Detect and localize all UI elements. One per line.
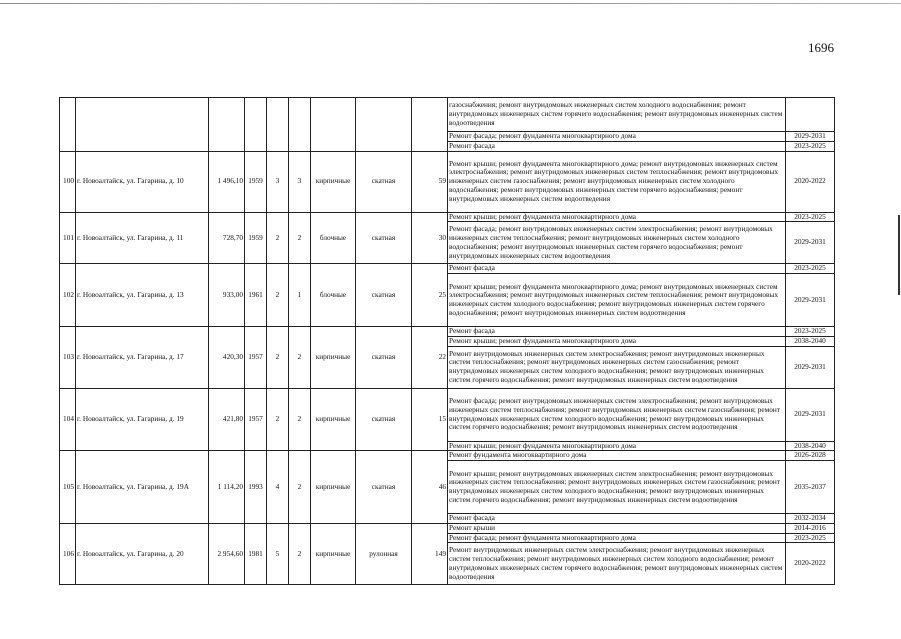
cell-floors: 2 [267,264,289,327]
cell-work: Ремонт крыши [448,523,786,533]
cell-roof: скатная [356,327,412,389]
cell-num: 102 [60,264,76,327]
cell-area: 420,30 [209,327,245,389]
cell-work: Ремонт крыши; ремонт внутридомовых инженерных систем электроснабжения; ремонт внутридомовых инженерных систем теплоснабжения; ремонт внутридомовых инженерных систем газоснабжения; ремонт внутридомовых инженерных систем холодного водоснабжения; ремонт внутридомовых инженерных систем горячего водоснабжения; ремонт внутридомовых инженерных систем водоотведения [448,461,786,514]
cell-walls: блочные [311,212,356,264]
cell-floors: 2 [267,212,289,264]
cell-entrances: 2 [289,523,311,585]
cell-period: 2023-2025 [786,212,835,222]
cell-work: Ремонт крыши; ремонт фундамента многоквартирного дома; ремонт внутридомовых инженерных систем электроснабжения; ремонт внутридомовых инженерных систем теплоснабжения; ремонт внутридомовых инженерных систем газоснабжения; ремонт внутридомовых инженерных систем холодного водоснабжения; ремонт внутридомовых инженерных систем горячего водоснабжения; ремонт внутридомовых инженерных систем водоотведения [448,151,786,212]
table-body [60,98,835,585]
table-row [60,151,835,212]
cell-roof: скатная [356,388,412,451]
cell-work: Ремонт фасада [448,327,786,337]
table-row [60,264,835,274]
cell-period: 2023-2025 [786,327,835,337]
cell-work: Ремонт фасада; ремонт фундамента многоквартирного дома [448,533,786,543]
cell-area: 2 954,60 [209,523,245,585]
cell-work: Ремонт крыши; ремонт фундамента многоквартирного дома [448,441,786,451]
cell-entrances: 2 [289,327,311,389]
cell-num: 106 [60,523,76,585]
cell-work: Ремонт внутридомовых инженерных систем электроснабжения; ремонт внутридомовых инженерных систем теплоснабжения; ремонт внутридомовых инженерных систем газоснабжения; ремонт внутридомовых инженерных систем холодного водоснабжения; ремонт внутридомовых инженерных систем горячего водоснабжения; ремонт внутридомовых инженерных систем водоотведения [448,346,786,388]
cell-walls: кирпичные [311,327,356,389]
table-row [60,212,835,222]
cell-walls [311,98,356,152]
cell-wear: 149 [412,523,448,585]
cell-floors: 2 [267,388,289,451]
cell-year: 1981 [245,523,267,585]
scan-artifact-edge [898,215,900,295]
cell-area: 933,00 [209,264,245,327]
cell-roof: скатная [356,212,412,264]
cell-wear: 22 [412,327,448,389]
cell-period: 2023-2025 [786,533,835,543]
cell-address: г. Новоалтайск, ул. Гагарина, д. 20 [76,523,209,585]
cell-work: Ремонт фасада; ремонт внутридомовых инженерных систем электроснабжения; ремонт внутридомовых инженерных систем теплоснабжения; ремонт внутридомовых инженерных систем газоснабжения; ремонт внутридомовых инженерных систем холодного водоснабжения; ремонт внутридомовых инженерных систем горячего водоснабжения; ремонт внутридомовых инженерных систем водоотведения [448,388,786,441]
cell-floors: 5 [267,523,289,585]
cell-work: Ремонт крыши; ремонт фундамента многоквартирного дома; ремонт внутридомовых инженерных систем электроснабжения; ремонт внутридомовых инженерных систем теплоснабжения; ремонт внутридомовых инженерных систем холодного водоснабжения; ремонт внутридомовых инженерных систем горячего водоснабжения; ремонт внутридомовых инженерных систем водоотведения [448,274,786,327]
cell-year: 1959 [245,151,267,212]
cell-roof: скатная [356,151,412,212]
cell-roof: скатная [356,264,412,327]
cell-entrances: 2 [289,388,311,451]
cell-walls: кирпичные [311,451,356,524]
cell-address: г. Новоалтайск, ул. Гагарина, д. 19А [76,451,209,524]
cell-area: 728,70 [209,212,245,264]
cell-num: 105 [60,451,76,524]
cell-year: 1957 [245,327,267,389]
cell-wear [412,98,448,152]
continuation-row [60,98,835,132]
cell-roof [356,98,412,152]
cell-work: Ремонт крыши; ремонт фундамента многоквартирного дома [448,336,786,346]
cell-entrances: 2 [289,212,311,264]
table-row [60,451,835,461]
cell-address: г. Новоалтайск, ул. Гагарина, д. 10 [76,151,209,212]
cell-floors: 3 [267,151,289,212]
cell-area: 1 114,20 [209,451,245,524]
cell-wear: 30 [412,212,448,264]
cell-entrances: 2 [289,451,311,524]
cell-work: Ремонт внутридомовых инженерных систем электроснабжения; ремонт внутридомовых инженерных систем теплоснабжения; ремонт внутридомовых инженерных систем холодного водоснабжения; ремонт внутридомовых инженерных систем горячего водоснабжения; ремонт внутридомовых инженерных систем водоотведения [448,543,786,585]
cell-period: 2014-2016 [786,523,835,533]
cell-period: 2023-2025 [786,141,835,151]
cell-entrances: 3 [289,151,311,212]
cell-wear: 59 [412,151,448,212]
cell-area: 421,80 [209,388,245,451]
cell-entrances [289,98,311,152]
cell-work: Ремонт фасада; ремонт фундамента многоквартирного дома [448,132,786,142]
housing-register-table [59,97,835,585]
cell-period: 2038-2040 [786,441,835,451]
cell-work: газоснабжения; ремонт внутридомовых инженерных систем холодного водоснабжения; ремонт внутридомовых инженерных систем горячего водоснабжения; ремонт внутридомовых инженерных систем водоотведения [448,98,786,132]
cell-period: 2020-2022 [786,151,835,212]
cell-work: Ремонт фасада; ремонт внутридомовых инженерных систем электроснабжения; ремонт внутридомовых инженерных систем теплоснабжения; ремонт внутридомовых инженерных систем холодного водоснабжения; ремонт внутридомовых инженерных систем горячего водоснабжения; ремонт внутридомовых инженерных систем водоотведения [448,222,786,264]
cell-num: 100 [60,151,76,212]
cell-roof: скатная [356,451,412,524]
cell-year: 1957 [245,388,267,451]
cell-year: 1993 [245,451,267,524]
scan-artifact-top [0,0,901,5]
cell-walls: кирпичные [311,151,356,212]
cell-period [786,98,835,132]
cell-period: 2029-2031 [786,132,835,142]
cell-period: 2032-2034 [786,514,835,524]
table-row [60,327,835,337]
cell-address: г. Новоалтайск, ул. Гагарина, д. 13 [76,264,209,327]
cell-work: Ремонт фасада [448,141,786,151]
cell-num [60,98,76,152]
cell-period: 2026-2028 [786,451,835,461]
cell-year: 1959 [245,212,267,264]
cell-period: 2038-2040 [786,336,835,346]
cell-period: 2023-2025 [786,264,835,274]
cell-year: 1961 [245,264,267,327]
table-row [60,523,835,533]
cell-num: 104 [60,388,76,451]
cell-address: г. Новоалтайск, ул. Гагарина, д. 11 [76,212,209,264]
cell-period: 2029-2031 [786,274,835,327]
cell-walls: кирпичные [311,523,356,585]
cell-period: 2029-2031 [786,346,835,388]
cell-period: 2029-2031 [786,222,835,264]
cell-wear: 25 [412,264,448,327]
cell-area: 1 496,10 [209,151,245,212]
cell-floors: 2 [267,327,289,389]
cell-area [209,98,245,152]
cell-work: Ремонт фундамента многоквартирного дома [448,451,786,461]
cell-address [76,98,209,152]
cell-floors: 4 [267,451,289,524]
page-number: 1696 [808,40,834,55]
cell-num: 103 [60,327,76,389]
cell-roof: рулонная [356,523,412,585]
cell-work: Ремонт крыши; ремонт фундамента многоквартирного дома [448,212,786,222]
table-row [60,388,835,441]
cell-walls: блочные [311,264,356,327]
cell-entrances: 1 [289,264,311,327]
cell-year [245,98,267,152]
cell-work: Ремонт фасада [448,264,786,274]
cell-num: 101 [60,212,76,264]
cell-wear: 15 [412,388,448,451]
cell-floors [267,98,289,152]
cell-period: 2035-2037 [786,461,835,514]
cell-period: 2029-2031 [786,388,835,441]
cell-address: г. Новоалтайск, ул. Гагарина, д. 19 [76,388,209,451]
cell-wear: 46 [412,451,448,524]
cell-walls: кирпичные [311,388,356,451]
cell-period: 2020-2022 [786,543,835,585]
cell-work: Ремонт фасада [448,514,786,524]
cell-address: г. Новоалтайск, ул. Гагарина, д. 17 [76,327,209,389]
